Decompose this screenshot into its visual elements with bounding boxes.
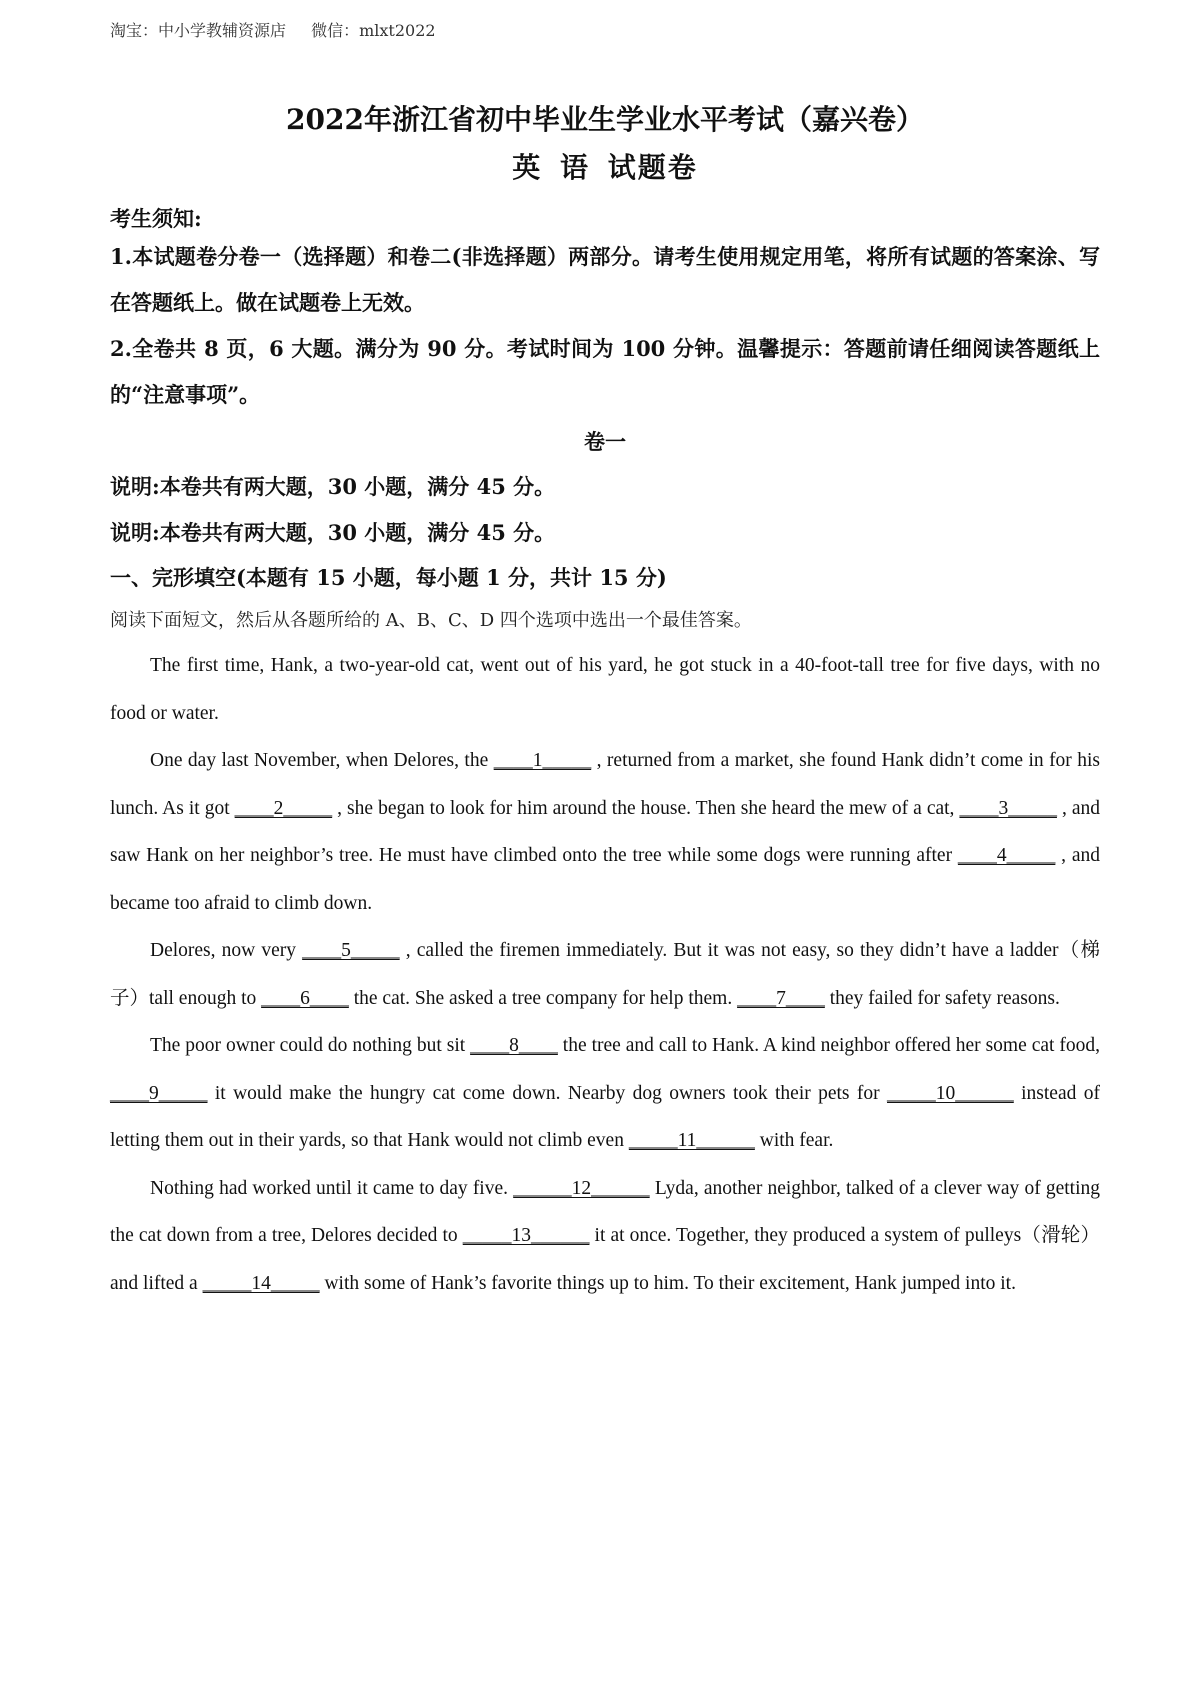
paragraph-text: with fear.	[754, 1130, 834, 1151]
blank-10: _____10______	[887, 1082, 1014, 1104]
passage-paragraph-5	[110, 1165, 1100, 1308]
blank-3: ____3_____	[959, 797, 1057, 819]
paragraph-text: The poor owner could do nothing but sit	[150, 1035, 471, 1056]
paragraph-text: with some of Hank’s favorite things up to him. To their excitement, Hank jumped into it.	[319, 1272, 1016, 1294]
paragraph-text: , and became too afraid to climb down.	[110, 845, 1101, 914]
paragraph-text: they failed for safety reasons.	[824, 987, 1060, 1009]
subtitle-part-2: 语	[559, 151, 590, 184]
shop-name: 淘宝：中小学教辅资源店	[110, 21, 287, 40]
volume-description-2: 说明:本卷共有两大题，30 小题，满分 45 分。	[110, 520, 556, 545]
exam-title: 2022年浙江省初中毕业生学业水平考试（嘉兴卷）	[286, 103, 924, 136]
blank-14: _____14_____	[202, 1272, 320, 1294]
paragraph-text: Delores, now very	[150, 940, 303, 961]
blank-2: ____2_____	[234, 797, 333, 819]
passage-paragraph-2	[110, 737, 1100, 927]
blank-6: ____6____	[261, 987, 349, 1009]
blank-4: ____4_____	[957, 845, 1056, 866]
notice-item-2: 2.全卷共 8 页，6 大题。满分为 90 分。考试时间为 100 分钟。温馨提示：答题前请任细阅读答题纸上的“注意事项”。	[110, 336, 1100, 407]
paragraph-text: , returned from a market, she found Hank didn’t come in for his lunch. As it got	[110, 750, 1100, 819]
blank-8: ____8____	[470, 1035, 558, 1056]
paragraph-text: , she began to look for him around the house. Then she heard the mew of a cat,	[332, 797, 960, 819]
blank-7: ____7____	[737, 987, 825, 1009]
paragraph-text: , and saw Hank on her neighbor’s tree. He must have climbed onto the tree while some dogs were running after	[110, 797, 1101, 866]
blank-1: ____1_____	[493, 750, 592, 771]
paragraph-text: the tree and call to Hank. A kind neighbor offered her some cat food,	[557, 1035, 1100, 1056]
wechat-id: 微信：mlxt2022	[311, 21, 436, 40]
paragraph-text: One day last November, when Delores, the	[150, 750, 494, 771]
passage-paragraph-3	[110, 927, 1100, 1022]
paragraph-text: instead of letting them out in their yards, so that Hank would not climb even	[110, 1082, 1100, 1151]
volume-description-1: 说明:本卷共有两大题，30 小题，满分 45 分。	[110, 474, 556, 499]
notice-heading: 考生须知:	[110, 206, 202, 231]
paragraph-text: the cat. She asked a tree company for help them.	[348, 987, 738, 1009]
passage-paragraph-1: The first time, Hank, a two-year-old cat, went out of his yard, he got stuck in a 40-foot-tall tree for five days, with no food or water.	[110, 655, 1100, 724]
section-title: 一、完形填空(本题有 15 小题，每小题 1 分，共计 15 分)	[110, 565, 667, 590]
notice-item-1: 1.本试题卷分卷一（选择题）和卷二(非选择题）两部分。请考生使用规定用笔，将所有试题的答案涂、写在答题纸上。做在试题卷上无效。	[110, 244, 1100, 315]
document-body	[110, 100, 1100, 1307]
blank-11: _____11______	[628, 1130, 755, 1151]
paragraph-text: Lyda, another neighbor, talked of a clever way of getting the cat down from a tree, Delores decided to	[110, 1177, 1101, 1246]
passage-paragraph-4	[110, 1022, 1100, 1165]
blank-13: _____13______	[462, 1225, 590, 1246]
subtitle-part-3: 试题卷	[607, 151, 698, 184]
blank-9: ____9_____	[110, 1082, 208, 1104]
subtitle-part-1: 英	[512, 151, 543, 184]
paragraph-text: , called the firemen immediately. But it was not easy, so they didn’t have a ladder（梯子）tall enough to	[110, 940, 1101, 1009]
exam-subtitle	[110, 148, 1100, 188]
section-instruction: 阅读下面短文，然后从各题所给的 A、B、C、D 四个选项中选出一个最佳答案。	[110, 610, 752, 631]
volume-heading: 卷一	[584, 429, 626, 454]
paragraph-text: it at once. Together, they produced a system of pulleys（滑轮） and lifted a	[110, 1225, 1100, 1294]
paragraph-text: Nothing had worked until it came to day five.	[150, 1177, 514, 1199]
shop-watermark	[110, 18, 456, 41]
blank-5: ____5_____	[302, 940, 400, 961]
paragraph-text: it would make the hungry cat come down. Nearby dog owners took their pets for	[207, 1082, 888, 1104]
blank-12: ______12______	[513, 1177, 650, 1199]
